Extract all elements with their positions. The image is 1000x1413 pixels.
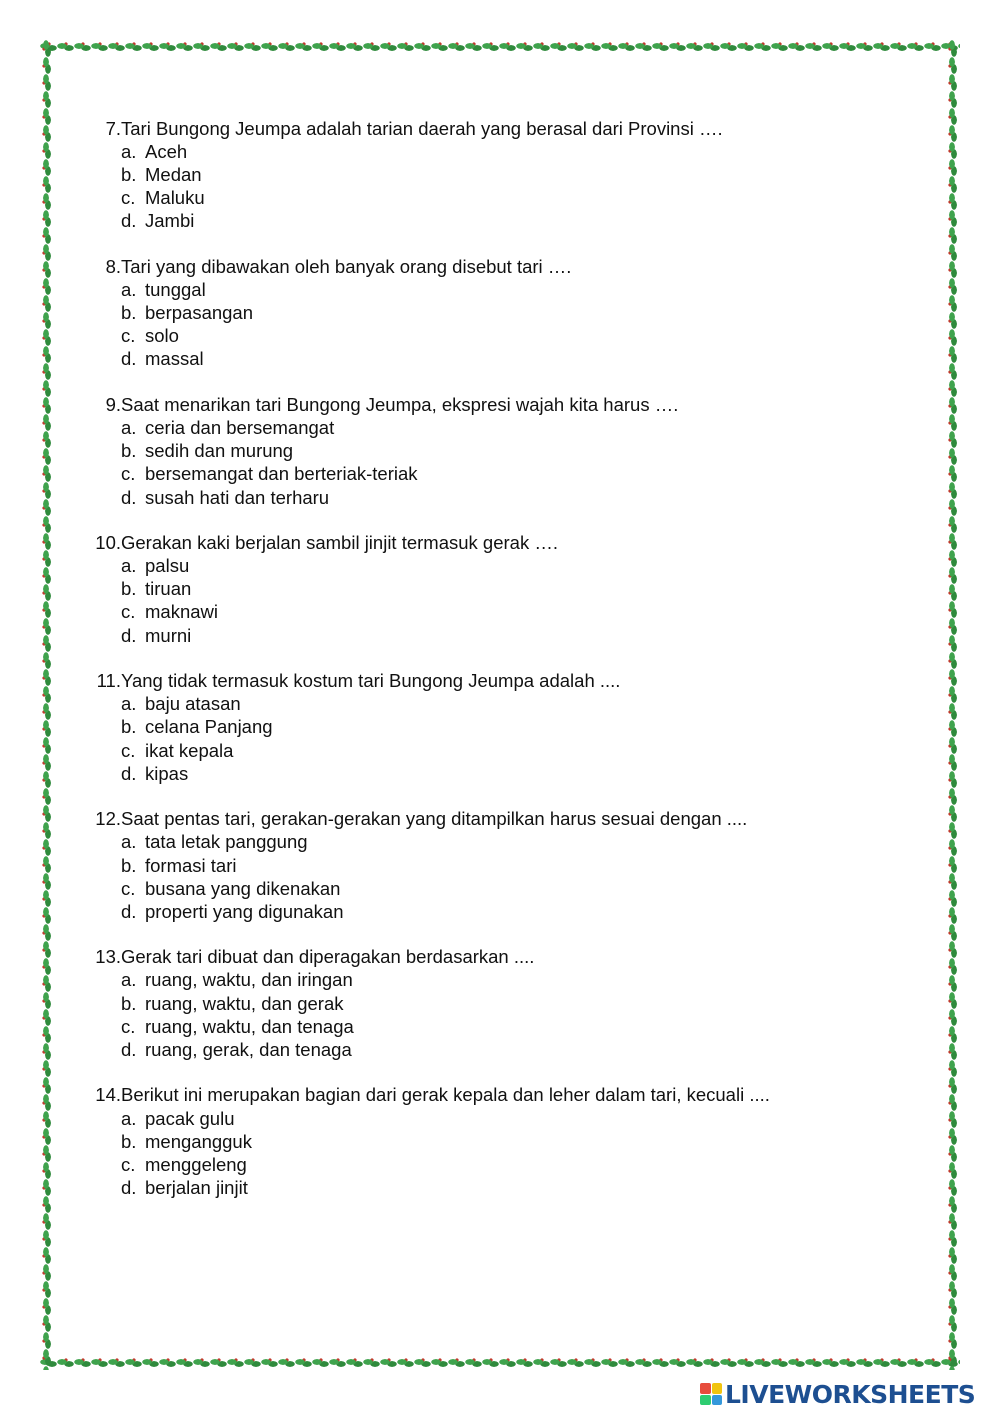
question-text: Gerakan kaki berjalan sambil jinjit termasuk gerak …. [121, 532, 558, 554]
option-letter: a. [121, 141, 137, 163]
answer-option[interactable] [86, 186, 906, 209]
answer-option[interactable] [86, 1038, 906, 1061]
option-letter: c. [121, 739, 136, 761]
decorative-border-top [40, 40, 960, 54]
option-text: berpasangan [145, 302, 254, 324]
answer-option[interactable] [86, 140, 906, 163]
option-letter: d. [121, 210, 137, 232]
liveworksheets-logo-icon [700, 1383, 722, 1405]
option-letter: b. [121, 1130, 137, 1152]
option-letter: a. [121, 693, 137, 715]
question-text: Tari Bungong Jeumpa adalah tarian daerah yang berasal dari Provinsi …. [121, 118, 723, 139]
option-letter: a. [121, 1107, 137, 1129]
answer-option[interactable] [86, 968, 906, 991]
option-letter: d. [121, 624, 137, 646]
answer-option[interactable] [86, 992, 906, 1015]
option-text: menggeleng [145, 1153, 247, 1175]
option-text: Jambi [145, 210, 195, 232]
option-letter: b. [121, 440, 137, 462]
answer-option[interactable] [86, 1153, 906, 1176]
answer-option[interactable] [86, 278, 906, 301]
option-text: tata letak panggung [145, 831, 308, 853]
answer-option[interactable] [86, 692, 906, 715]
answer-option[interactable] [86, 486, 906, 509]
answer-option[interactable] [86, 1130, 906, 1153]
answer-option[interactable] [86, 877, 906, 900]
option-text: ruang, waktu, dan gerak [145, 992, 344, 1014]
answer-option[interactable] [86, 715, 906, 738]
question-number: 10. [95, 532, 121, 554]
option-letter: a. [121, 279, 137, 301]
question-number: 14. [95, 1084, 121, 1106]
question-row [86, 255, 906, 278]
logo-square [712, 1395, 723, 1406]
question-item [86, 255, 906, 370]
option-letter: c. [121, 187, 136, 209]
option-text: ruang, gerak, dan tenaga [145, 1038, 352, 1060]
answer-option[interactable] [86, 462, 906, 485]
answer-option[interactable] [86, 209, 906, 232]
option-letter: c. [121, 463, 136, 485]
question-number: 12. [95, 808, 121, 830]
option-text: massal [145, 348, 204, 370]
option-text: ikat kepala [145, 739, 234, 761]
option-text: tunggal [145, 279, 206, 301]
option-letter: d. [121, 1038, 137, 1060]
brand-text: LIVEWORKSHEETS [725, 1379, 976, 1409]
option-letter: a. [121, 969, 137, 991]
option-letter: c. [121, 601, 136, 623]
option-text: maknawi [145, 601, 218, 623]
option-text: tiruan [145, 578, 192, 600]
question-item [86, 531, 906, 646]
option-text: pacak gulu [145, 1107, 235, 1129]
answer-option[interactable] [86, 347, 906, 370]
option-letter: b. [121, 164, 137, 186]
option-text: palsu [145, 555, 190, 577]
option-letter: c. [121, 1015, 136, 1037]
option-text: sedih dan murung [145, 440, 294, 462]
option-text: susah hati dan terharu [145, 486, 330, 508]
answer-option[interactable] [86, 1176, 906, 1199]
option-letter: b. [121, 578, 137, 600]
option-text: solo [145, 325, 179, 347]
logo-square [712, 1383, 723, 1394]
answer-option[interactable] [86, 900, 906, 923]
option-letter: b. [121, 992, 137, 1014]
answer-option[interactable] [86, 577, 906, 600]
question-row [86, 393, 906, 416]
option-text: baju atasan [145, 693, 241, 715]
answer-option[interactable] [86, 1107, 906, 1130]
option-text: celana Panjang [145, 716, 273, 738]
answer-option[interactable] [86, 624, 906, 647]
question-text: Gerak tari dibuat dan diperagakan berdasarkan .... [121, 946, 535, 968]
option-text: ruang, waktu, dan iringan [145, 969, 353, 991]
answer-option[interactable] [86, 762, 906, 785]
option-letter: a. [121, 417, 137, 439]
option-letter: d. [121, 1176, 137, 1198]
logo-square [700, 1383, 711, 1394]
answer-option[interactable] [86, 739, 906, 762]
option-text: ruang, waktu, dan tenaga [145, 1015, 354, 1037]
option-letter: a. [121, 555, 137, 577]
decorative-border-left [40, 40, 54, 1370]
option-letter: b. [121, 302, 137, 324]
question-item [86, 945, 906, 1060]
question-number: 8. [105, 256, 121, 278]
question-number: 7. [105, 118, 121, 139]
question-item [86, 393, 906, 508]
decorative-border-bottom [40, 1356, 960, 1370]
liveworksheets-branding [700, 1380, 975, 1408]
option-letter: c. [121, 1153, 136, 1175]
option-text: mengangguk [145, 1130, 252, 1152]
option-letter: b. [121, 716, 137, 738]
answer-option[interactable] [86, 600, 906, 623]
option-text: properti yang digunakan [145, 900, 344, 922]
option-letter: d. [121, 900, 137, 922]
option-text: ceria dan bersemangat [145, 417, 335, 439]
answer-option[interactable] [86, 163, 906, 186]
question-number: 9. [105, 394, 121, 416]
option-text: Aceh [145, 141, 188, 163]
option-letter: d. [121, 486, 137, 508]
option-text: berjalan jinjit [145, 1176, 248, 1198]
question-list [86, 117, 906, 1222]
answer-option[interactable] [86, 830, 906, 853]
question-text: Saat pentas tari, gerakan-gerakan yang ditampilkan harus sesuai dengan .... [121, 808, 748, 830]
answer-option[interactable] [86, 324, 906, 347]
logo-square [700, 1395, 711, 1406]
answer-option[interactable] [86, 554, 906, 577]
question-text: Saat menarikan tari Bungong Jeumpa, ekspresi wajah kita harus …. [121, 394, 679, 416]
answer-option[interactable] [86, 1015, 906, 1038]
option-text: bersemangat dan berteriak-teriak [145, 463, 418, 485]
decorative-border-right [946, 40, 960, 1370]
question-item [86, 1083, 906, 1198]
option-text: Medan [145, 164, 202, 186]
question-text: Tari yang dibawakan oleh banyak orang disebut tari …. [121, 256, 572, 278]
option-letter: a. [121, 831, 137, 853]
question-item [86, 669, 906, 784]
option-text: kipas [145, 762, 189, 784]
answer-option[interactable] [86, 301, 906, 324]
question-row [86, 531, 906, 554]
question-number: 11. [96, 670, 121, 692]
question-text: Yang tidak termasuk kostum tari Bungong Jeumpa adalah .... [121, 670, 621, 692]
question-row [86, 1083, 906, 1106]
answer-option[interactable] [86, 439, 906, 462]
option-text: formasi tari [145, 854, 237, 876]
option-letter: b. [121, 854, 137, 876]
option-letter: d. [121, 762, 137, 784]
question-row [86, 945, 906, 968]
answer-option[interactable] [86, 854, 906, 877]
question-text: Berikut ini merupakan bagian dari gerak kepala dan leher dalam tari, kecuali .... [121, 1084, 770, 1106]
question-row [86, 117, 906, 140]
question-number: 13. [95, 946, 121, 968]
option-letter: c. [121, 877, 136, 899]
question-row [86, 669, 906, 692]
option-text: busana yang dikenakan [145, 877, 341, 899]
answer-option[interactable] [86, 416, 906, 439]
option-letter: c. [121, 325, 136, 347]
question-item [86, 117, 906, 232]
option-text: Maluku [145, 187, 205, 209]
option-letter: d. [121, 348, 137, 370]
question-row [86, 807, 906, 830]
question-item [86, 807, 906, 922]
option-text: murni [145, 624, 192, 646]
